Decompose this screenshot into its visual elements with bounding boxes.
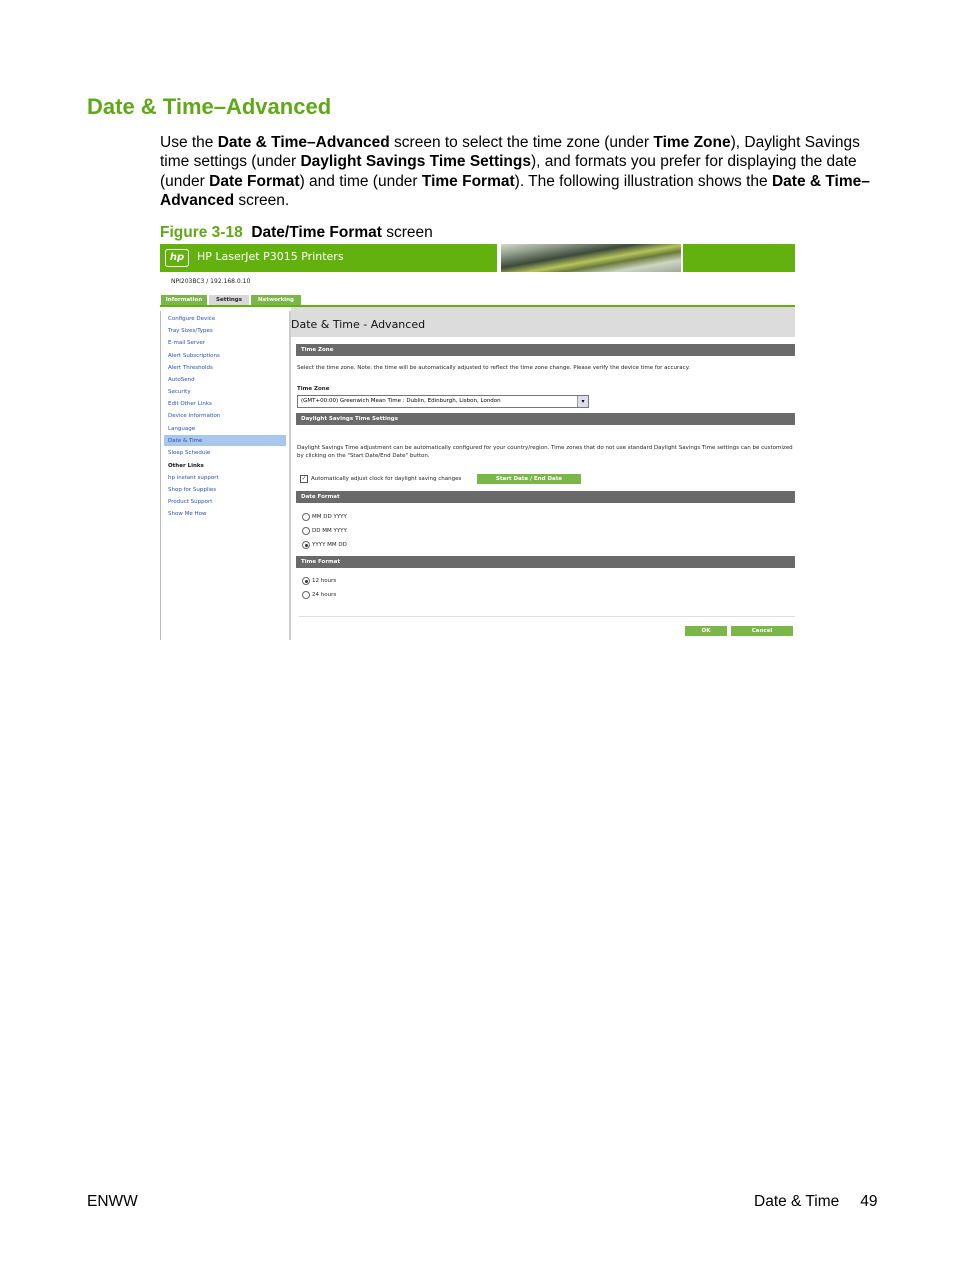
cancel-button[interactable]: Cancel [731,626,793,636]
sidebar-item-email-server[interactable]: E-mail Server [168,340,206,346]
hp-logo-icon: hp [165,249,189,267]
time-format-radio-24h[interactable] [302,591,310,599]
sidebar-link-product-support[interactable]: Product Support [168,499,213,505]
sidebar-item-alert-thresholds[interactable]: Alert Thresholds [168,365,213,371]
time-format-label: 24 hours [312,592,337,598]
sidebar-item-security[interactable]: Security [168,389,191,395]
banner-photo [501,244,681,272]
time-format-section-header: Time Format [296,556,795,568]
banner-right [683,244,795,272]
figure-caption: Figure 3-18 Date/Time Format screen [160,224,433,241]
sidebar-item-device-information[interactable]: Device Information [168,413,221,419]
page-number: 49 [860,1193,878,1210]
chevron-down-icon[interactable]: ▾ [577,396,588,407]
sidebar-item-date-time[interactable]: Date & Time [168,438,203,444]
other-links-heading: Other Links [168,463,204,469]
footer-right [754,1193,878,1211]
screenshot-figure [160,244,795,640]
dst-description-line1: Daylight Savings Time adjustment can be automatically configured for your country/region. Time zones that do not use standard Daylight Savings Time settings can be customized [297,445,793,451]
sidebar-item-autosend[interactable]: AutoSend [168,377,195,383]
footer-left: ENWW [87,1193,138,1210]
dst-checkbox-label: Automatically adjust clock for daylight saving changes [311,476,462,482]
section-heading: Date & Time–Advanced [87,94,332,119]
time-format-radio-12h[interactable] [302,577,310,585]
product-banner [160,244,497,272]
date-format-label: MM DD YYYY [312,514,347,520]
divider [299,616,795,617]
sidebar-link-hp-instant-support[interactable]: hp instant support [168,475,219,481]
tab-settings[interactable]: Settings [209,295,249,305]
device-address: NPI203BC3 / 192.168.0.10 [171,278,251,285]
page-title: Date & Time - Advanced [291,318,426,331]
time-format-label: 12 hours [312,578,337,584]
intro-paragraph: Use the Date & Time–Advanced screen to select the time zone (under Time Zone), Daylight Savings time settings (under Daylight Savings Time Settings), and formats you prefer for displaying the date (under Date Format) and time (under Time Format). The following illustration shows the Date & Time–Advanced screen. [160,134,870,209]
sidebar-item-tray-sizes[interactable]: Tray Sizes/Types [168,328,213,334]
dst-checkbox[interactable]: ✓ [301,475,307,482]
sidebar-item-edit-other-links[interactable]: Edit Other Links [168,401,212,407]
sidebar-item-configure-device[interactable]: Configure Device [168,316,216,322]
date-format-section-header: Date Format [296,491,795,503]
sidebar-item-sleep-schedule[interactable]: Sleep Schedule [168,450,211,456]
time-zone-description: Select the time zone. Note: the time will be automatically adjusted to reflect the time zone change. Please verify the device time for accuracy. [297,365,690,371]
start-end-date-button[interactable]: Start Date / End Date [477,474,581,484]
time-zone-section-header: Time Zone [296,344,795,356]
sidebar-item-language[interactable]: Language [168,426,196,432]
footer-section: Date & Time [754,1193,840,1210]
dst-section-header: Daylight Savings Time Settings [296,413,795,425]
sidebar [160,311,291,640]
tab-networking[interactable]: Networking [251,295,301,305]
ok-button[interactable]: OK [685,626,727,636]
time-zone-value: (GMT+00:00) Greenwich Mean Time : Dublin, Edinburgh, Lisbon, London [301,398,501,404]
sidebar-link-shop-supplies[interactable]: Shop for Supplies [168,487,217,493]
date-format-radio-mmddyyyy[interactable] [302,513,310,521]
date-format-radio-yyyymmdd[interactable] [302,541,310,549]
tab-information[interactable]: Information [161,295,207,305]
date-format-radio-ddmmyyyy[interactable] [302,527,310,535]
date-format-label: YYYY MM DD [312,542,347,548]
main-panel [291,307,795,640]
product-name: HP LaserJet P3015 Printers [197,250,344,263]
dst-description-line2: by clicking on the "Start Date/End Date" button. [297,453,430,459]
sidebar-item-alert-subscriptions[interactable]: Alert Subscriptions [168,353,220,359]
page-title-bar [291,307,795,337]
time-zone-label: Time Zone [297,386,330,392]
time-zone-select[interactable] [297,395,589,408]
date-format-label: DD MM YYYY [312,528,347,534]
sidebar-link-show-me-how[interactable]: Show Me How [168,511,207,517]
